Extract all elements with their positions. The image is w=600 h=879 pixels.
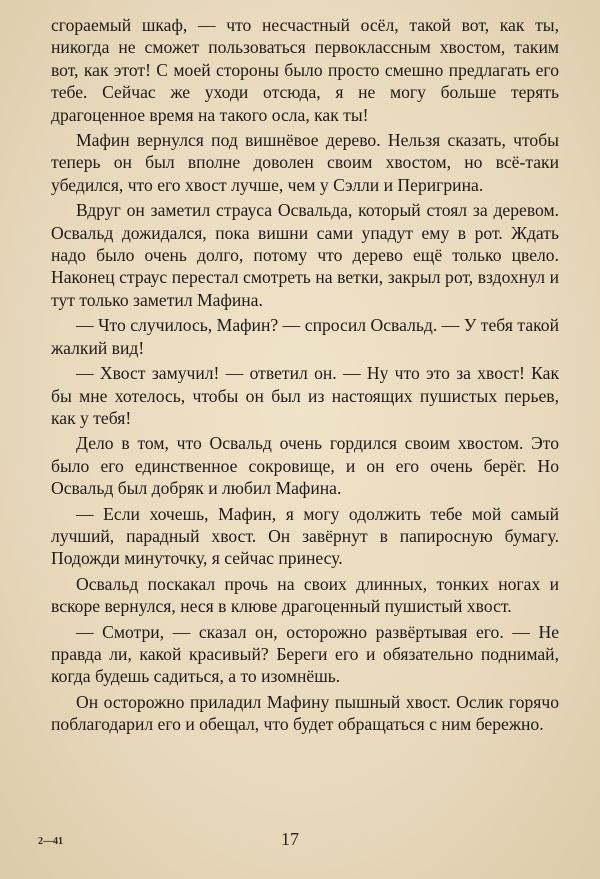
paragraph: Вдруг он заметил страуса Освальда, который стоял за деревом. Освальд дожидался, пока вишни сами упадут ему в рот. Ждать надо было очень долго, потому что дерево ещё только цвело. Наконец страус перестал смотреть на ветки, закрыл рот, вздохнул и тут только заметил Мафина. xyxy=(51,200,559,310)
page-number: 17 xyxy=(281,829,299,849)
body-text xyxy=(51,14,559,739)
paragraph: Освальд поскакал прочь на своих длинных, тонких ногах и вскоре вернулся, неся в клюве драгоценный пушистый хвост. xyxy=(51,573,559,617)
paragraph: Он осторожно приладил Мафину пышный хвост. Ослик горячо поблагодарил его и обещал, что будет обращаться с ним бережно. xyxy=(51,691,559,735)
paragraph: Мафин вернулся под вишнёвое дерево. Нельзя сказать, чтобы теперь он был вполне доволен своим хвостом, но всё-таки убедился, что его хвост лучше, чем у Сэлли и Перигрина. xyxy=(51,130,559,195)
paragraph: — Смотри, — сказал он, осторожно развёртывая его. — Не правда ли, какой красивый? Береги его и обязательно поднимай, когда будешь садиться, а то изомнёшь. xyxy=(51,621,559,687)
paragraph: — Если хочешь, Мафин, я могу одолжить тебе мой самый лучший, парадный хвост. Он завёрнут в папиросную бумагу. Подожди минуточку, я сейчас принесу. xyxy=(51,503,559,569)
paragraph: сгораемый шкаф, — что несчастный осёл, такой вот, как ты, никогда не сможет пользоваться первоклассным хвостом, таким вот, как этот! С моей стороны было просто смешно предлагать его тебе. Сейчас же уходи отсюда, я не могу больше терять драгоценное время на такого осла, как ты! xyxy=(51,15,559,125)
paragraph: — Что случилось, Мафин? — спросил Освальд. — У тебя такой жалкий вид! xyxy=(51,315,559,358)
paragraph: — Хвост замучил! — ответил он. — Ну что это за хвост! Как бы мне хотелось, чтобы он был из настоящих пушистых перьев, как у тебя! xyxy=(51,363,559,428)
signature-mark: 2—41 xyxy=(38,836,63,847)
paragraph: Дело в том, что Освальд очень гордился своим хвостом. Это было его единственное сокровище, и он его очень берёг. Но Освальд был добряк и любил Мафина. xyxy=(51,433,559,499)
